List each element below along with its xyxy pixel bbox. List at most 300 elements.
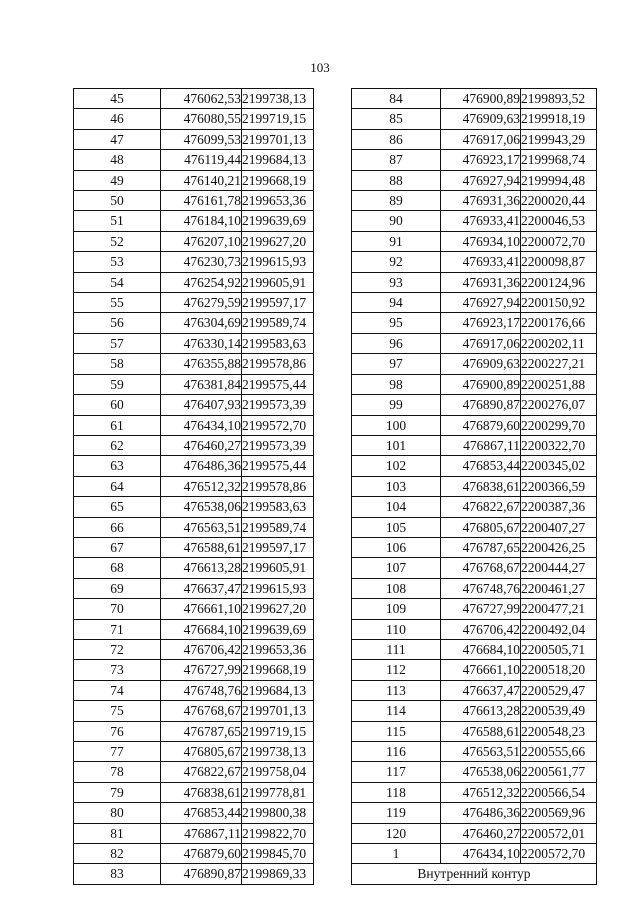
- y-coordinate: 2200548,23: [521, 721, 597, 741]
- y-coordinate: 2199668,19: [242, 660, 314, 680]
- table-row: [352, 109, 597, 129]
- y-coordinate: 2199943,29: [521, 129, 597, 149]
- x-coordinate: 476748,76: [161, 680, 242, 700]
- table-row: [74, 211, 314, 231]
- table-row: [352, 170, 597, 190]
- point-number: 117: [352, 762, 441, 782]
- table-row: [74, 150, 314, 170]
- y-coordinate: 2199684,13: [242, 680, 314, 700]
- y-coordinate: 2199918,19: [521, 109, 597, 129]
- y-coordinate: 2199573,39: [242, 395, 314, 415]
- y-coordinate: 2200072,70: [521, 231, 597, 251]
- point-number: 80: [74, 803, 161, 823]
- x-coordinate: 476822,67: [441, 497, 521, 517]
- table-row: [74, 333, 314, 353]
- point-number: 87: [352, 150, 441, 170]
- point-number: 92: [352, 252, 441, 272]
- point-number: 49: [74, 170, 161, 190]
- y-coordinate: 2199575,44: [242, 374, 314, 394]
- table-row: [74, 497, 314, 517]
- point-number: 113: [352, 680, 441, 700]
- table-row: [352, 191, 597, 211]
- table-row: [352, 844, 597, 864]
- point-number: 111: [352, 639, 441, 659]
- y-coordinate: 2199589,74: [242, 517, 314, 537]
- y-coordinate: 2200407,27: [521, 517, 597, 537]
- x-coordinate: 476161,78: [161, 191, 242, 211]
- x-coordinate: 476279,59: [161, 293, 242, 313]
- point-number: 83: [74, 864, 161, 884]
- x-coordinate: 476909,63: [441, 109, 521, 129]
- point-number: 60: [74, 395, 161, 415]
- point-number: 85: [352, 109, 441, 129]
- x-coordinate: 476787,65: [441, 537, 521, 557]
- x-coordinate: 476099,53: [161, 129, 242, 149]
- y-coordinate: 2199701,13: [242, 129, 314, 149]
- y-coordinate: 2199578,86: [242, 354, 314, 374]
- point-number: 54: [74, 272, 161, 292]
- table-row: [74, 823, 314, 843]
- table-row: [352, 333, 597, 353]
- table-row: [352, 782, 597, 802]
- x-coordinate: 476588,61: [441, 721, 521, 741]
- y-coordinate: 2200276,07: [521, 395, 597, 415]
- x-coordinate: 476900,89: [441, 89, 521, 109]
- table-row: [352, 89, 597, 109]
- y-coordinate: 2199583,63: [242, 333, 314, 353]
- y-coordinate: 2200518,20: [521, 660, 597, 680]
- point-number: 116: [352, 742, 441, 762]
- table-row: [352, 721, 597, 741]
- table-row: [74, 354, 314, 374]
- y-coordinate: 2199573,39: [242, 435, 314, 455]
- table-row: [74, 599, 314, 619]
- table-caption: Внутренний контур: [352, 864, 597, 884]
- x-coordinate: 476613,28: [161, 558, 242, 578]
- table-row: [74, 170, 314, 190]
- table-row: [352, 742, 597, 762]
- x-coordinate: 476917,06: [441, 129, 521, 149]
- table-row: [74, 639, 314, 659]
- point-number: 66: [74, 517, 161, 537]
- point-number: 120: [352, 823, 441, 843]
- y-coordinate: 2200477,21: [521, 599, 597, 619]
- point-number: 94: [352, 293, 441, 313]
- y-coordinate: 2199778,81: [242, 782, 314, 802]
- y-coordinate: 2199627,20: [242, 231, 314, 251]
- table-row: [74, 272, 314, 292]
- y-coordinate: 2200227,21: [521, 354, 597, 374]
- y-coordinate: 2199758,04: [242, 762, 314, 782]
- y-coordinate: 2199605,91: [242, 272, 314, 292]
- x-coordinate: 476661,10: [441, 660, 521, 680]
- table-row: [352, 558, 597, 578]
- point-number: 75: [74, 701, 161, 721]
- table-row: [352, 599, 597, 619]
- point-number: 88: [352, 170, 441, 190]
- y-coordinate: 2199639,69: [242, 211, 314, 231]
- x-coordinate: 476637,47: [161, 578, 242, 598]
- y-coordinate: 2199994,48: [521, 170, 597, 190]
- y-coordinate: 2199597,17: [242, 293, 314, 313]
- y-coordinate: 2199738,13: [242, 89, 314, 109]
- x-coordinate: 476184,10: [161, 211, 242, 231]
- x-coordinate: 476822,67: [161, 762, 242, 782]
- point-number: 107: [352, 558, 441, 578]
- point-number: 77: [74, 742, 161, 762]
- point-number: 71: [74, 619, 161, 639]
- x-coordinate: 476434,10: [161, 415, 242, 435]
- point-number: 63: [74, 456, 161, 476]
- y-coordinate: 2199845,70: [242, 844, 314, 864]
- x-coordinate: 476867,11: [441, 435, 521, 455]
- table-row: [74, 619, 314, 639]
- x-coordinate: 476512,32: [441, 782, 521, 802]
- y-coordinate: 2200566,54: [521, 782, 597, 802]
- table-row: [74, 191, 314, 211]
- table-row: [74, 803, 314, 823]
- point-number: 53: [74, 252, 161, 272]
- x-coordinate: 476890,87: [161, 864, 242, 884]
- table-row: [352, 272, 597, 292]
- x-coordinate: 476900,89: [441, 374, 521, 394]
- point-number: 90: [352, 211, 441, 231]
- y-coordinate: 2200539,49: [521, 701, 597, 721]
- table-row: [352, 313, 597, 333]
- point-number: 101: [352, 435, 441, 455]
- x-coordinate: 476805,67: [161, 742, 242, 762]
- x-coordinate: 476512,32: [161, 476, 242, 496]
- table-row: [74, 537, 314, 557]
- x-coordinate: 476923,17: [441, 313, 521, 333]
- point-number: 65: [74, 497, 161, 517]
- table-row: [74, 395, 314, 415]
- x-coordinate: 476460,27: [161, 435, 242, 455]
- x-coordinate: 476460,27: [441, 823, 521, 843]
- x-coordinate: 476838,61: [161, 782, 242, 802]
- point-number: 50: [74, 191, 161, 211]
- table-row: [352, 435, 597, 455]
- y-coordinate: 2199589,74: [242, 313, 314, 333]
- y-coordinate: 2199597,17: [242, 537, 314, 557]
- x-coordinate: 476890,87: [441, 395, 521, 415]
- x-coordinate: 476927,94: [441, 293, 521, 313]
- y-coordinate: 2200202,11: [521, 333, 597, 353]
- table-row: [352, 497, 597, 517]
- point-number: 114: [352, 701, 441, 721]
- x-coordinate: 476538,06: [441, 762, 521, 782]
- point-number: 99: [352, 395, 441, 415]
- y-coordinate: 2199575,44: [242, 456, 314, 476]
- table-row: [352, 374, 597, 394]
- table-row: [74, 109, 314, 129]
- table-row: [352, 211, 597, 231]
- y-coordinate: 2200046,53: [521, 211, 597, 231]
- point-number: 45: [74, 89, 161, 109]
- point-number: 55: [74, 293, 161, 313]
- x-coordinate: 476080,55: [161, 109, 242, 129]
- table-row: [74, 374, 314, 394]
- x-coordinate: 476787,65: [161, 721, 242, 741]
- point-number: 102: [352, 456, 441, 476]
- point-number: 52: [74, 231, 161, 251]
- table-row: [352, 395, 597, 415]
- table-row: [74, 476, 314, 496]
- y-coordinate: 2199684,13: [242, 150, 314, 170]
- point-number: 74: [74, 680, 161, 700]
- x-coordinate: 476330,14: [161, 333, 242, 353]
- x-coordinate: 476613,28: [441, 701, 521, 721]
- x-coordinate: 476931,36: [441, 272, 521, 292]
- table-row: [74, 762, 314, 782]
- point-number: 89: [352, 191, 441, 211]
- point-number: 106: [352, 537, 441, 557]
- point-number: 115: [352, 721, 441, 741]
- point-number: 100: [352, 415, 441, 435]
- x-coordinate: 476434,10: [441, 844, 521, 864]
- y-coordinate: 2199968,74: [521, 150, 597, 170]
- table-row: [74, 89, 314, 109]
- point-number: 62: [74, 435, 161, 455]
- y-coordinate: 2200426,25: [521, 537, 597, 557]
- y-coordinate: 2200529,47: [521, 680, 597, 700]
- point-number: 103: [352, 476, 441, 496]
- table-row: [74, 742, 314, 762]
- point-number: 67: [74, 537, 161, 557]
- point-number: 118: [352, 782, 441, 802]
- x-coordinate: 476768,67: [441, 558, 521, 578]
- y-coordinate: 2199578,86: [242, 476, 314, 496]
- y-coordinate: 2199719,15: [242, 109, 314, 129]
- y-coordinate: 2200555,66: [521, 742, 597, 762]
- table-row: [352, 701, 597, 721]
- point-number: 61: [74, 415, 161, 435]
- table-row: [74, 782, 314, 802]
- x-coordinate: 476879,60: [161, 844, 242, 864]
- y-coordinate: 2199572,70: [242, 415, 314, 435]
- y-coordinate: 2199822,70: [242, 823, 314, 843]
- point-number: 96: [352, 333, 441, 353]
- table-row: [352, 537, 597, 557]
- x-coordinate: 476853,44: [161, 803, 242, 823]
- table-row: [352, 803, 597, 823]
- point-number: 84: [352, 89, 441, 109]
- point-number: 47: [74, 129, 161, 149]
- table-row: [352, 680, 597, 700]
- x-coordinate: 476207,10: [161, 231, 242, 251]
- y-coordinate: 2199719,15: [242, 721, 314, 741]
- y-coordinate: 2200299,70: [521, 415, 597, 435]
- y-coordinate: 2200572,70: [521, 844, 597, 864]
- point-number: 76: [74, 721, 161, 741]
- point-number: 108: [352, 578, 441, 598]
- y-coordinate: 2199893,52: [521, 89, 597, 109]
- x-coordinate: 476062,53: [161, 89, 242, 109]
- y-coordinate: 2200561,77: [521, 762, 597, 782]
- point-number: 68: [74, 558, 161, 578]
- x-coordinate: 476879,60: [441, 415, 521, 435]
- point-number: 81: [74, 823, 161, 843]
- point-number: 70: [74, 599, 161, 619]
- table-row: [352, 252, 597, 272]
- point-number: 57: [74, 333, 161, 353]
- table-row: [74, 231, 314, 251]
- table-row: [352, 129, 597, 149]
- y-coordinate: 2199627,20: [242, 599, 314, 619]
- x-coordinate: 476119,44: [161, 150, 242, 170]
- x-coordinate: 476727,99: [441, 599, 521, 619]
- y-coordinate: 2199701,13: [242, 701, 314, 721]
- x-coordinate: 476563,51: [161, 517, 242, 537]
- point-number: 110: [352, 619, 441, 639]
- y-coordinate: 2200505,71: [521, 639, 597, 659]
- table-row: [74, 293, 314, 313]
- x-coordinate: 476563,51: [441, 742, 521, 762]
- point-number: 86: [352, 129, 441, 149]
- y-coordinate: 2199738,13: [242, 742, 314, 762]
- point-number: 48: [74, 150, 161, 170]
- y-coordinate: 2200020,44: [521, 191, 597, 211]
- x-coordinate: 476768,67: [161, 701, 242, 721]
- point-number: 78: [74, 762, 161, 782]
- point-number: 59: [74, 374, 161, 394]
- point-number: 46: [74, 109, 161, 129]
- y-coordinate: 2199800,38: [242, 803, 314, 823]
- y-coordinate: 2200569,96: [521, 803, 597, 823]
- x-coordinate: 476254,92: [161, 272, 242, 292]
- y-coordinate: 2200461,27: [521, 578, 597, 598]
- y-coordinate: 2200366,59: [521, 476, 597, 496]
- table-row: [352, 415, 597, 435]
- point-number: 104: [352, 497, 441, 517]
- point-number: 1: [352, 844, 441, 864]
- table-row: [74, 864, 314, 884]
- table-row: [352, 823, 597, 843]
- x-coordinate: 476684,10: [161, 619, 242, 639]
- x-coordinate: 476805,67: [441, 517, 521, 537]
- x-coordinate: 476684,10: [441, 639, 521, 659]
- x-coordinate: 476853,44: [441, 456, 521, 476]
- point-number: 97: [352, 354, 441, 374]
- x-coordinate: 476923,17: [441, 150, 521, 170]
- table-row: [74, 517, 314, 537]
- x-coordinate: 476706,42: [441, 619, 521, 639]
- x-coordinate: 476934,10: [441, 231, 521, 251]
- x-coordinate: 476304,69: [161, 313, 242, 333]
- x-coordinate: 476486,36: [441, 803, 521, 823]
- point-number: 93: [352, 272, 441, 292]
- x-coordinate: 476355,88: [161, 354, 242, 374]
- y-coordinate: 2200345,02: [521, 456, 597, 476]
- x-coordinate: 476917,06: [441, 333, 521, 353]
- y-coordinate: 2199668,19: [242, 170, 314, 190]
- x-coordinate: 476748,76: [441, 578, 521, 598]
- y-coordinate: 2200098,87: [521, 252, 597, 272]
- point-number: 72: [74, 639, 161, 659]
- table-row: [352, 456, 597, 476]
- point-number: 119: [352, 803, 441, 823]
- table-row: [352, 293, 597, 313]
- x-coordinate: 476661,10: [161, 599, 242, 619]
- table-row: [74, 435, 314, 455]
- table-row: [74, 680, 314, 700]
- point-number: 82: [74, 844, 161, 864]
- x-coordinate: 476486,36: [161, 456, 242, 476]
- table-caption-row: [352, 864, 597, 884]
- table-row: [74, 660, 314, 680]
- x-coordinate: 476867,11: [161, 823, 242, 843]
- table-row: [74, 701, 314, 721]
- point-number: 73: [74, 660, 161, 680]
- table-row: [74, 558, 314, 578]
- table-row: [352, 762, 597, 782]
- coordinates-table-left: [73, 88, 314, 885]
- y-coordinate: 2200387,36: [521, 497, 597, 517]
- y-coordinate: 2199653,36: [242, 639, 314, 659]
- point-number: 64: [74, 476, 161, 496]
- table-row: [74, 129, 314, 149]
- table-row: [352, 639, 597, 659]
- point-number: 69: [74, 578, 161, 598]
- point-number: 91: [352, 231, 441, 251]
- x-coordinate: 476933,41: [441, 252, 521, 272]
- x-coordinate: 476706,42: [161, 639, 242, 659]
- point-number: 95: [352, 313, 441, 333]
- table-row: [74, 313, 314, 333]
- table-row: [352, 660, 597, 680]
- table-row: [352, 578, 597, 598]
- table-row: [352, 517, 597, 537]
- x-coordinate: 476933,41: [441, 211, 521, 231]
- y-coordinate: 2199869,33: [242, 864, 314, 884]
- x-coordinate: 476407,93: [161, 395, 242, 415]
- y-coordinate: 2200492,04: [521, 619, 597, 639]
- x-coordinate: 476538,06: [161, 497, 242, 517]
- y-coordinate: 2199615,93: [242, 252, 314, 272]
- x-coordinate: 476230,73: [161, 252, 242, 272]
- x-coordinate: 476909,63: [441, 354, 521, 374]
- table-row: [352, 619, 597, 639]
- y-coordinate: 2199615,93: [242, 578, 314, 598]
- x-coordinate: 476838,61: [441, 476, 521, 496]
- table-row: [352, 150, 597, 170]
- point-number: 98: [352, 374, 441, 394]
- y-coordinate: 2199653,36: [242, 191, 314, 211]
- x-coordinate: 476637,47: [441, 680, 521, 700]
- table-row: [74, 721, 314, 741]
- point-number: 79: [74, 782, 161, 802]
- y-coordinate: 2200444,27: [521, 558, 597, 578]
- x-coordinate: 476588,61: [161, 537, 242, 557]
- table-row: [352, 231, 597, 251]
- point-number: 112: [352, 660, 441, 680]
- y-coordinate: 2200124,96: [521, 272, 597, 292]
- x-coordinate: 476931,36: [441, 191, 521, 211]
- point-number: 51: [74, 211, 161, 231]
- table-row: [352, 476, 597, 496]
- y-coordinate: 2199639,69: [242, 619, 314, 639]
- table-row: [74, 844, 314, 864]
- y-coordinate: 2200176,66: [521, 313, 597, 333]
- table-row: [74, 456, 314, 476]
- table-row: [74, 252, 314, 272]
- coordinates-table-right: [351, 88, 597, 885]
- y-coordinate: 2199583,63: [242, 497, 314, 517]
- page-number: 103: [310, 60, 330, 75]
- point-number: 56: [74, 313, 161, 333]
- point-number: 58: [74, 354, 161, 374]
- table-row: [74, 415, 314, 435]
